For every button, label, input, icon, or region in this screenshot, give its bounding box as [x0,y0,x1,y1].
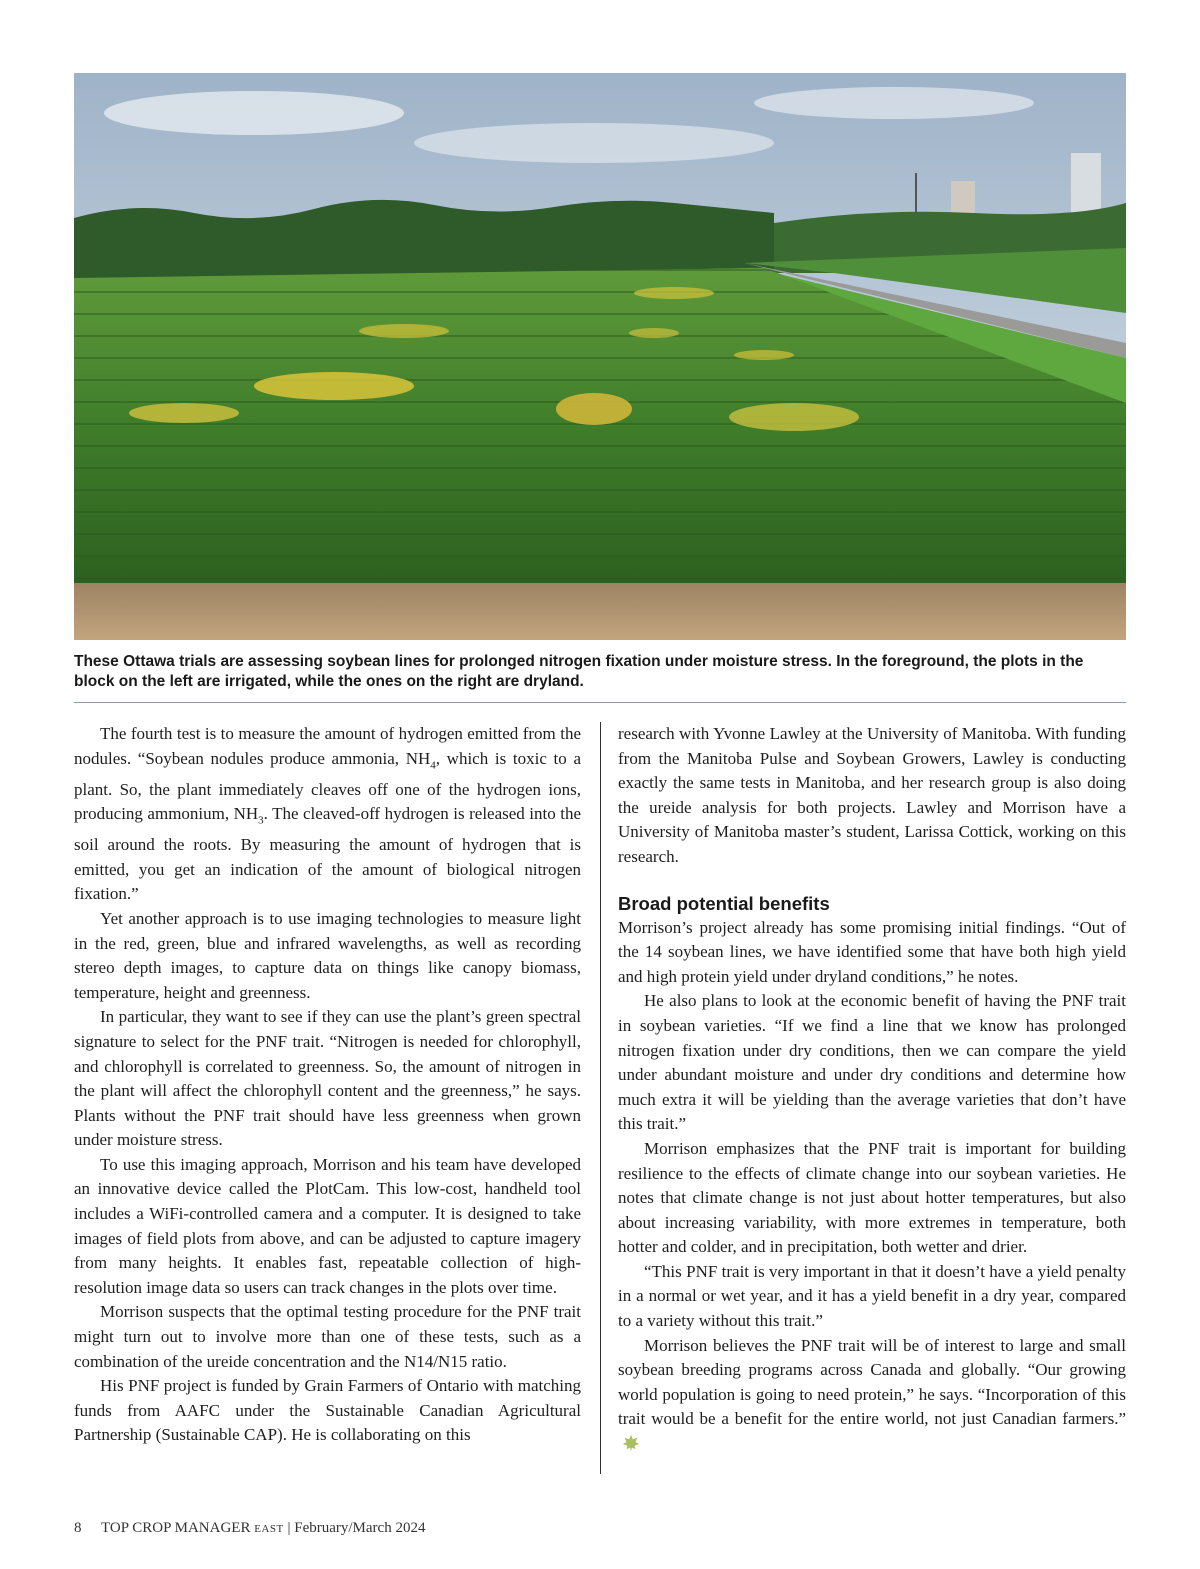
edition-label: EAST [254,1523,284,1535]
page-number: 8 [74,1520,82,1536]
magazine-name: TOP CROP MANAGER [100,1520,251,1536]
photo-caption: These Ottawa trials are assessing soybean lines for prolonged nitrogen fixation under moisture stress. In the foreground, the plots in the block on the left are irrigated, while the ones on the right are dryland. [74,653,1084,690]
footer-separator: | [287,1520,291,1536]
caption-divider [74,702,1126,703]
maple-leaf-end-icon [622,1434,640,1452]
paragraph: The fourth test is to measure the amount of hydrogen emitted from the nodules. “Soybean nodules produce ammonia, $NH_4$, which is toxic to a plant. So, the plant immediately cleaves off one of the hydrogen ions, producing ammonium, $NH_3$. The cleaved-off hydrogen is released into the soil around the roots. By measuring the amount of hydrogen that is emitted, you get an indication of the amount of biological nitrogen fixation.” [74,724,581,904]
paragraph: “This PNF trait is very important in that it doesn’t have a yield penalty in a normal or wet year, and it has a yield benefit in a dry year, compared to a variety without this trait.” [618,1261,1126,1331]
article-column-right [618,722,1126,1457]
paragraph: To use this imaging approach, Morrison and his team have developed an innovative device called the PlotCam. This low-cost, handheld tool includes a WiFi-controlled camera and a computer. It is designed to take images of field plots from above, and can be adjusted to capture imagery from many heights. It enables fast, repeatable collection of high-resolution image data so users can track changes in the plots over time. [74,1154,581,1297]
issue-date: February/March 2024 [294,1520,426,1536]
paragraph-text: Morrison believes the PNF trait will be of interest to large and small soybean breeding programs across Canada and globally. “Our growing world population is going to need protein,” he says. “Incorporation of this trait would be a benefit for the entire world, not just Canadian farmers.” [618,1335,1126,1429]
field-photo-illustration [74,73,1126,640]
column-divider [600,722,601,1474]
page-footer [74,1520,425,1537]
paragraph: He also plans to look at the economic benefit of having the PNF trait in soybean varieties. “If we find a line that we know has prolonged nitrogen fixation under dry conditions, then we can compare the yield under abundant moisture and under dry conditions and determine how much extra it will be yielding than the average varieties that don’t have this trait.” [618,991,1126,1134]
paragraph: Yet another approach is to use imaging technologies to measure light in the red, green, blue and infrared wavelengths, as well as recording stereo depth images, to capture data on things like canopy biomass, temperature, height and greenness. [74,908,581,1002]
paragraph: In particular, they want to see if they can use the plant’s green spectral signature to select for the PNF trait. “Nitrogen is needed for chlorophyll, and chlorophyll is correlated to greenness. So, the amount of nitrogen in the plant will affect the chlorophyll content and the greenness,” he says. Plants without the PNF trait should have less greenness when grown under moisture stress. [74,1007,581,1150]
field-trial-photo [74,73,1126,640]
paragraph: research with Yvonne Lawley at the University of Manitoba. With funding from the Manitoba Pulse and Soybean Growers, Lawley is conducting exactly the same tests in Manitoba, and her research group is also doing the ureide analysis for both projects. Lawley and Morrison have a University of Manitoba master’s student, Larissa Cottick, working on this research. [618,724,1126,866]
article-column-left [74,722,581,1448]
paragraph: His PNF project is funded by Grain Farmers of Ontario with matching funds from AAFC under the Sustainable Canadian Agricultural Partnership (Sustainable CAP). He is collaborating on this [74,1376,581,1445]
section-heading: Broad potential benefits [618,892,830,914]
paragraph: Morrison’s project already has some promising initial findings. “Out of the 14 soybean lines, we have identified some that have both high yield and high protein yield under dryland conditions,” he notes. [618,917,1126,986]
paragraph: Morrison emphasizes that the PNF trait is important for building resilience to the effects of climate change into our soybean varieties. He notes that climate change is not just about hotter temperatures, but also about increasing variability, with more extremes in temperature, both hotter and colder, and in precipitation, both wetter and drier. [618,1138,1126,1257]
paragraph-final [618,1334,1126,1457]
paragraph: Morrison suspects that the optimal testing procedure for the PNF trait might turn out to involve more than one of these tests, such as a combination of the ureide concentration and the N14/N15 ratio. [74,1302,581,1371]
